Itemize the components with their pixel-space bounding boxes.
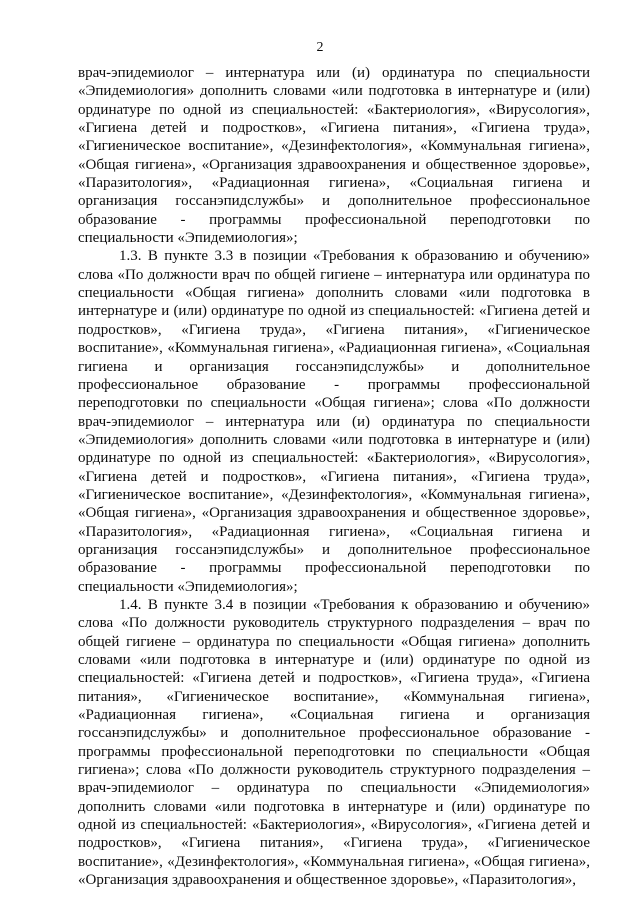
paragraph-item-1-4: 1.4. В пункте 3.4 в позиции «Требования к образованию и обучению» слова «По должности руководитель структурного подразделения – врач по общей гигиене – ординатура по специальности «Общая гигиена» дополнить словами «или подготовка в интернатуре и (или) ординатуре по одной из специальностей: «Гигиена детей и подростков», «Гигиена труда», «Гигиена питания», «Гигиеническое воспитание», «Коммунальная гигиена», «Радиационная гигиена», «Социальная гигиена и организация госсанэпидслужбы» и дополнительное профессиональное образование - программы профессиональной переподготовки по специальности «Общая гигиена»; слова «По должности руководитель структурного подразделения – врач-эпидемиолог – ординатура по специальности «Эпидемиология» дополнить словами «или подготовка в интернатуре и (или) ординатуре по одной из специальностей: «Бактериология», «Вирусология», «Гигиена детей и подростков», «Гигиена питания», «Гигиена труда», «Гигиеническое воспитание», «Дезинфектология», «Коммунальная гигиена», «Общая гигиена», «Организация здравоохранения и общественное здоровье», «Паразитология», (78, 596, 590, 889)
paragraph-item-1-3: 1.3. В пункте 3.3 в позиции «Требования к образованию и обучению» слова «По должности врач по общей гигиене – интернатура или ординатура по специальности «Общая гигиена» дополнить словами «или подготовка в интернатуре и (или) ординатуре по одной из специальностей: «Гигиена детей и подростков», «Гигиена труда», «Гигиена питания», «Гигиеническое воспитание», «Коммунальная гигиена», «Радиационная гигиена», «Социальная гигиена и организация госсанэпидслужбы» и дополнительное профессиональное образование - программы профессиональной переподготовки по специальности «Общая гигиена»; слова «По должности врач-эпидемиолог – интернатура или (и) ординатура по специальности «Эпидемиология» дополнить словами «или подготовка в интернатуре и (или) ординатуре по одной из специальностей: «Бактериология», «Вирусология», «Гигиена детей и подростков», «Гигиена питания», «Гигиена труда», «Гигиеническое воспитание», «Дезинфектология», «Коммунальная гигиена», «Общая гигиена», «Организация здравоохранения и общественное здоровье», «Паразитология», «Радиационная гигиена», «Социальная гигиена и организация госсанэпидслужбы» и дополнительное профессиональное образование - программы профессиональной переподготовки по специальности «Эпидемиология»; (78, 248, 590, 595)
page-number: 2 (316, 40, 324, 55)
document-body (78, 64, 590, 889)
paragraph-continuation: врач-эпидемиолог – интернатура или (и) ординатура по специальности «Эпидемиология» дополнить словами «или подготовка в интернатуре и (или) ординатуре по одной из специальностей: «Бактериология», «Вирусология», «Гигиена детей и подростков», «Гигиена питания», «Гигиена труда», «Гигиеническое воспитание», «Дезинфектология», «Коммунальная гигиена», «Общая гигиена», «Организация здравоохранения и общественное здоровье», «Паразитология», «Радиационная гигиена», «Социальная гигиена и организация госсанэпидслужбы» и дополнительное профессиональное образование - программы профессиональной переподготовки по специальности «Эпидемиология»; (78, 65, 590, 247)
